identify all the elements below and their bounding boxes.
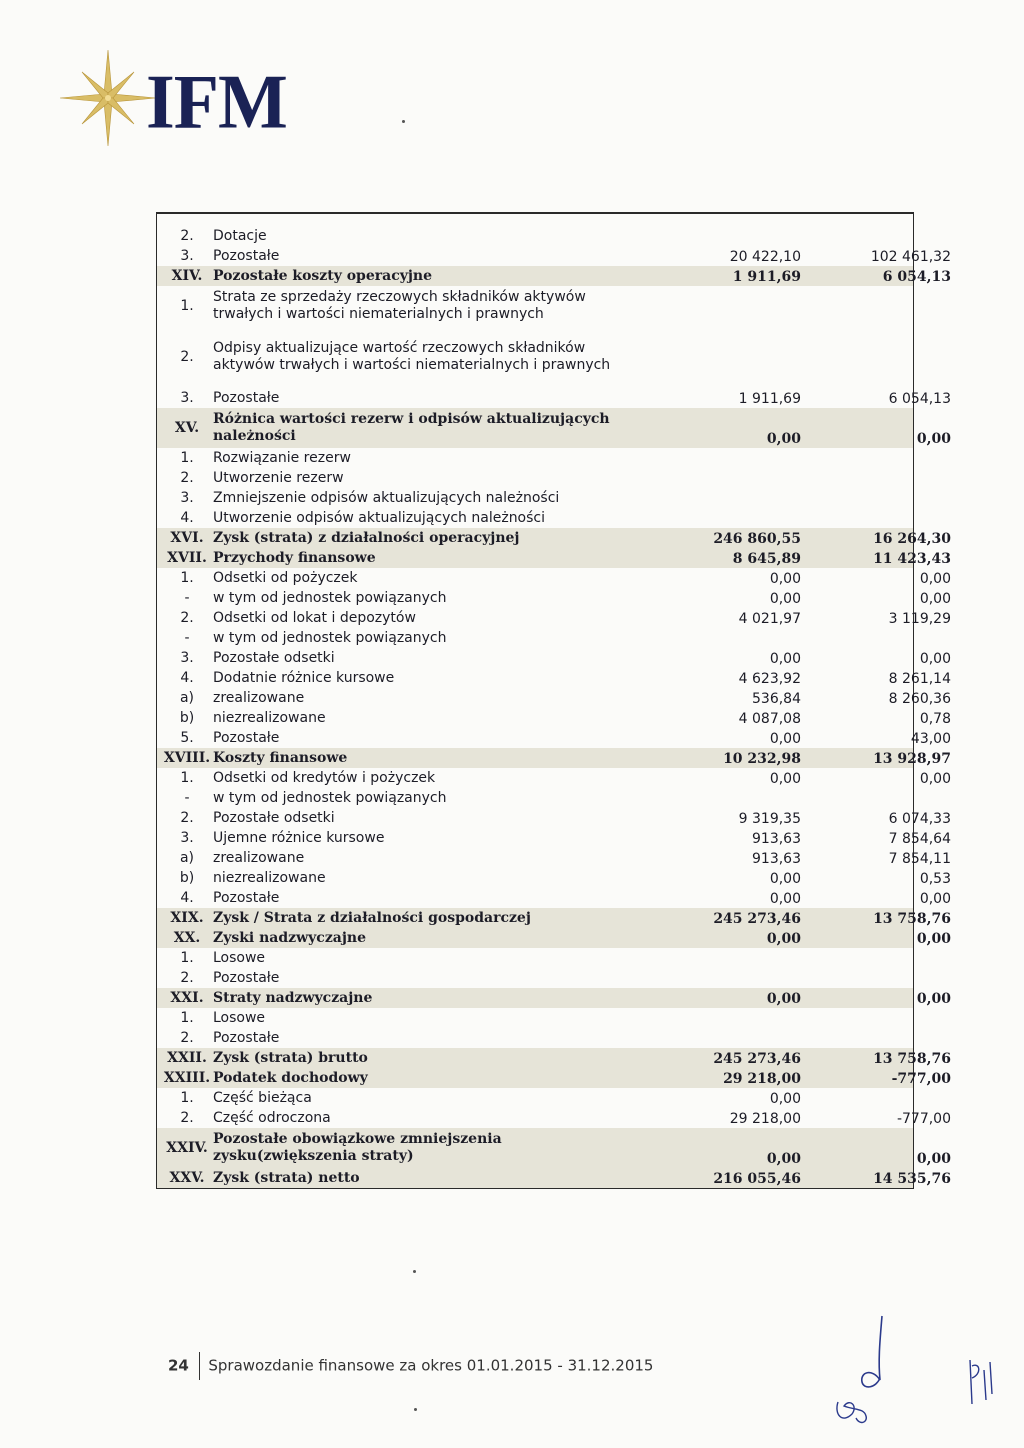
row-index: 3. <box>180 829 194 846</box>
table-row <box>157 286 913 326</box>
table-row <box>157 1108 951 1128</box>
row-index: XVI. <box>170 529 204 546</box>
row-label: Zysk (strata) netto <box>213 1169 360 1186</box>
row-label: Zyski nadzwyczajne <box>213 929 367 946</box>
row-label: Pozostałe koszty operacyjne <box>213 267 433 284</box>
row-label: Straty nadzwyczajne <box>213 989 373 1006</box>
row-label: Część odroczona <box>213 1109 331 1126</box>
table-row <box>157 888 951 908</box>
value-previous-year: 8 260,36 <box>888 691 951 707</box>
table-row <box>157 928 951 948</box>
table-row <box>157 628 913 648</box>
table-row <box>157 908 951 928</box>
table-row <box>157 246 951 266</box>
row-index: 3. <box>180 489 194 506</box>
table-row <box>157 326 913 388</box>
table-row <box>157 688 951 708</box>
logo-text: IFM <box>146 59 287 146</box>
value-previous-year: 0,00 <box>919 571 951 587</box>
value-previous-year: 3 119,29 <box>888 611 951 627</box>
value-current-year: 0,00 <box>769 871 801 887</box>
value-previous-year: 16 264,30 <box>873 531 951 547</box>
row-label: Pozostałe <box>213 1029 280 1046</box>
value-current-year: 4 087,08 <box>738 711 801 727</box>
table-row <box>157 828 951 848</box>
row-label: Odsetki od kredytów i pożyczek <box>213 769 436 786</box>
table-row <box>157 1008 913 1028</box>
initials-mark <box>960 1352 1000 1412</box>
row-index: 2. <box>180 969 194 986</box>
value-previous-year: 13 758,76 <box>873 911 951 927</box>
row-index: 1. <box>180 449 194 466</box>
table-row <box>157 488 913 508</box>
table-row <box>157 748 951 768</box>
table-row <box>157 968 913 988</box>
value-current-year: 913,63 <box>752 831 801 847</box>
value-previous-year: 7 854,11 <box>888 851 951 867</box>
row-index: 3. <box>180 389 194 406</box>
value-current-year: 0,00 <box>769 571 801 587</box>
table-row <box>157 1088 913 1108</box>
table-row <box>157 868 951 888</box>
value-previous-year: 0,53 <box>919 871 951 887</box>
row-label: Losowe <box>213 1009 266 1026</box>
value-current-year: 0,00 <box>769 771 801 787</box>
row-index: 2. <box>180 227 194 244</box>
value-previous-year: 6 074,33 <box>888 811 951 827</box>
row-index: 1. <box>180 297 194 314</box>
value-previous-year: 102 461,32 <box>870 249 951 265</box>
row-label: Utworzenie rezerw <box>213 469 344 486</box>
value-current-year: 246 860,55 <box>713 531 801 547</box>
scan-speck <box>414 1408 417 1411</box>
value-previous-year: 0,78 <box>919 711 951 727</box>
row-label: Strata ze sprzedaży rzeczowych składników aktywów trwałych i wartości niematerialnych i prawnych <box>213 289 586 322</box>
row-index: b) <box>179 709 195 726</box>
row-index: 3. <box>180 247 194 264</box>
footer-divider <box>199 1352 201 1380</box>
table-row <box>157 768 951 788</box>
table-row <box>157 528 951 548</box>
row-index: XXIII. <box>163 1069 211 1086</box>
row-label: w tym od jednostek powiązanych <box>213 629 447 646</box>
value-previous-year: 0,00 <box>919 891 951 907</box>
value-current-year: 0,00 <box>766 1151 801 1167</box>
table-row <box>157 608 951 628</box>
row-label: zrealizowane <box>213 689 305 706</box>
row-label: Pozostałe obowiązkowe zmniejszenia zysku(zwiększenia straty) <box>213 1131 502 1164</box>
row-index: 2. <box>180 348 194 365</box>
compass-star-icon <box>58 48 158 148</box>
row-index: XXII. <box>167 1049 207 1066</box>
row-label: Zysk / Strata z działalności gospodarczej <box>213 909 531 926</box>
value-previous-year: 11 423,43 <box>873 551 951 567</box>
row-label: Odsetki od lokat i depozytów <box>213 609 416 626</box>
value-previous-year: 0,00 <box>916 1151 951 1167</box>
row-index: a) <box>179 689 195 706</box>
value-current-year: 0,00 <box>769 1091 801 1107</box>
row-label: Różnica wartości rezerw i odpisów aktualizujących należności <box>213 411 610 444</box>
value-previous-year: 6 054,13 <box>888 391 951 407</box>
row-index: 1. <box>180 949 194 966</box>
scan-speck <box>413 1270 416 1273</box>
table-row <box>157 588 951 608</box>
value-current-year: 9 319,35 <box>738 811 801 827</box>
row-label: Rozwiązanie rezerw <box>213 449 351 466</box>
table-row <box>157 788 913 808</box>
value-current-year: 0,00 <box>766 431 801 447</box>
table-row <box>157 226 913 246</box>
table-row <box>157 708 951 728</box>
row-label: Dodatnie różnice kursowe <box>213 669 395 686</box>
row-index: 1. <box>180 569 194 586</box>
row-index: 2. <box>180 469 194 486</box>
signature-mark <box>820 1310 890 1430</box>
table-row <box>157 808 951 828</box>
row-label: Zysk (strata) z działalności operacyjnej <box>213 529 520 546</box>
footer-title: Sprawozdanie finansowe za okres 01.01.2015 - 31.12.2015 <box>208 1356 654 1375</box>
table-row <box>157 1068 951 1088</box>
table-row <box>157 948 913 968</box>
table-row <box>157 468 913 488</box>
row-label: Pozostałe <box>213 247 280 264</box>
value-current-year: 0,00 <box>769 651 801 667</box>
value-previous-year: 13 758,76 <box>873 1051 951 1067</box>
value-current-year: 536,84 <box>752 691 801 707</box>
table-row <box>157 448 913 468</box>
page-number: 24 <box>168 1356 189 1375</box>
value-previous-year: 0,00 <box>916 431 951 447</box>
row-label: Pozostałe odsetki <box>213 649 335 666</box>
scan-speck <box>402 120 405 123</box>
row-index: 4. <box>180 889 194 906</box>
table-row <box>157 408 951 448</box>
value-previous-year: -777,00 <box>896 1111 951 1127</box>
table-row <box>157 1128 951 1168</box>
row-label: niezrealizowane <box>213 869 326 886</box>
value-current-year: 1 911,69 <box>738 391 801 407</box>
row-index: 4. <box>180 669 194 686</box>
value-previous-year: 13 928,97 <box>873 751 951 767</box>
row-index: 5. <box>180 729 194 746</box>
table-row <box>157 568 951 588</box>
value-previous-year: 0,00 <box>919 771 951 787</box>
value-current-year: 0,00 <box>769 731 801 747</box>
table-row <box>157 1168 951 1188</box>
value-previous-year: 8 261,14 <box>888 671 951 687</box>
value-previous-year: -777,00 <box>891 1071 951 1087</box>
row-label: Podatek dochodowy <box>213 1069 368 1086</box>
value-current-year: 245 273,46 <box>713 1051 801 1067</box>
row-label: Losowe <box>213 949 266 966</box>
table-row <box>157 548 951 568</box>
value-current-year: 913,63 <box>752 851 801 867</box>
row-label: w tym od jednostek powiązanych <box>213 589 447 606</box>
row-index: 2. <box>180 609 194 626</box>
row-label: Część bieżąca <box>213 1089 312 1106</box>
table-row <box>157 1048 951 1068</box>
value-current-year: 4 021,97 <box>738 611 801 627</box>
value-current-year: 245 273,46 <box>713 911 801 927</box>
row-label: Odpisy aktualizujące wartość rzeczowych składników aktywów trwałych i wartości niematerialnych i prawnych <box>213 340 611 373</box>
page-footer <box>168 1352 653 1380</box>
row-index: 1. <box>180 769 194 786</box>
value-current-year: 29 218,00 <box>723 1071 801 1087</box>
value-previous-year: 0,00 <box>919 651 951 667</box>
value-current-year: 4 623,92 <box>738 671 801 687</box>
table-row <box>157 388 951 408</box>
row-index: XXV. <box>169 1169 205 1186</box>
row-label: w tym od jednostek powiązanych <box>213 789 447 806</box>
value-previous-year: 7 854,64 <box>888 831 951 847</box>
row-label: Dotacje <box>213 227 267 244</box>
value-current-year: 29 218,00 <box>729 1111 801 1127</box>
row-index: 1. <box>180 1009 194 1026</box>
row-index: 1. <box>180 1089 194 1106</box>
row-index: XVIII. <box>163 749 211 766</box>
row-index: b) <box>179 869 195 886</box>
table-row <box>157 988 951 1008</box>
row-label: Pozostałe <box>213 969 280 986</box>
table-row <box>157 848 951 868</box>
value-previous-year: 14 535,76 <box>873 1171 951 1187</box>
row-label: Pozostałe <box>213 389 280 406</box>
value-current-year: 1 911,69 <box>732 269 801 285</box>
table-row <box>157 266 951 286</box>
value-current-year: 0,00 <box>766 991 801 1007</box>
row-label: Zysk (strata) brutto <box>213 1049 368 1066</box>
value-previous-year: 6 054,13 <box>882 269 951 285</box>
value-current-year: 0,00 <box>766 931 801 947</box>
row-index: 4. <box>180 509 194 526</box>
row-label: Koszty finansowe <box>213 749 348 766</box>
table-row <box>157 668 951 688</box>
row-label: Pozostałe odsetki <box>213 809 335 826</box>
row-index: 2. <box>180 809 194 826</box>
row-index: a) <box>179 849 195 866</box>
row-index: - <box>184 789 190 806</box>
row-label: Przychody finansowe <box>213 549 376 566</box>
value-previous-year: 0,00 <box>916 931 951 947</box>
value-previous-year: 0,00 <box>919 591 951 607</box>
row-index: XIV. <box>171 267 203 284</box>
table-row <box>157 648 951 668</box>
row-label: zrealizowane <box>213 849 305 866</box>
row-label: Ujemne różnice kursowe <box>213 829 385 846</box>
value-previous-year: 0,00 <box>916 991 951 1007</box>
row-label: Zmniejszenie odpisów aktualizujących należności <box>213 489 560 506</box>
company-logo <box>60 58 320 146</box>
value-current-year: 0,00 <box>769 891 801 907</box>
row-label: niezrealizowane <box>213 709 326 726</box>
value-previous-year: 43,00 <box>910 731 951 747</box>
row-index: 3. <box>180 649 194 666</box>
value-current-year: 10 232,98 <box>723 751 801 767</box>
value-current-year: 8 645,89 <box>732 551 801 567</box>
row-index: 2. <box>180 1109 194 1126</box>
financial-statement-table <box>156 212 951 1189</box>
row-index: XV. <box>174 419 200 436</box>
table-row <box>157 1028 913 1048</box>
row-label: Utworzenie odpisów aktualizujących należności <box>213 509 546 526</box>
row-index: XXI. <box>170 989 204 1006</box>
row-index: XIX. <box>170 909 204 926</box>
row-index: - <box>184 629 190 646</box>
row-index: 2. <box>180 1029 194 1046</box>
value-current-year: 20 422,10 <box>729 249 801 265</box>
row-index: XVII. <box>167 549 207 566</box>
value-current-year: 216 055,46 <box>713 1171 801 1187</box>
row-index: XX. <box>173 929 201 946</box>
row-label: Odsetki od pożyczek <box>213 569 358 586</box>
row-index: - <box>184 589 190 606</box>
table-row <box>157 728 951 748</box>
row-label: Pozostałe <box>213 729 280 746</box>
table-row <box>157 508 913 528</box>
row-label: Pozostałe <box>213 889 280 906</box>
value-current-year: 0,00 <box>769 591 801 607</box>
row-index: XXIV. <box>166 1139 208 1156</box>
